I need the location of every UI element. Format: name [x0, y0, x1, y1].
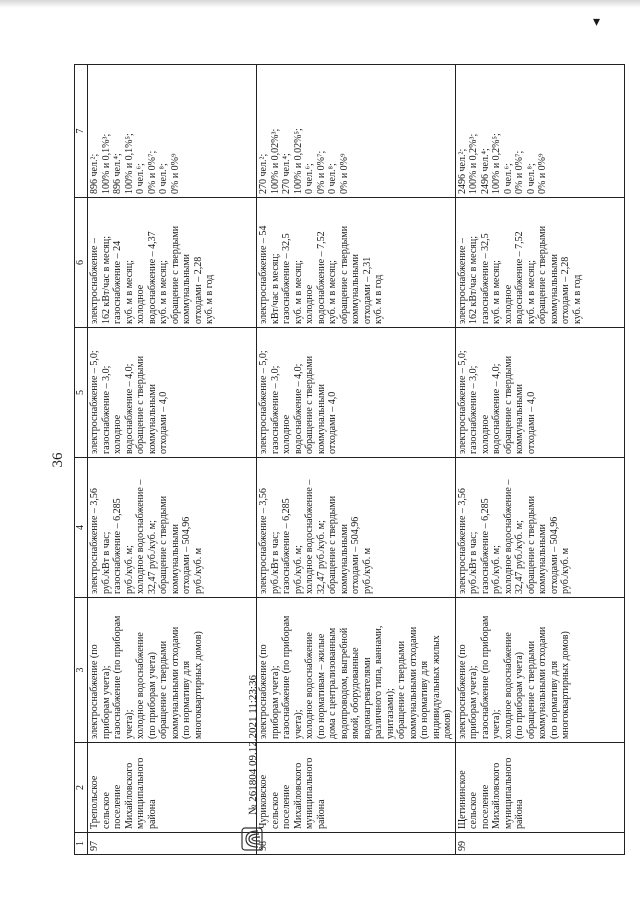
cell-line: (по нормативу для	[181, 660, 192, 739]
cell-line: 0 чел.⁶;	[304, 163, 315, 194]
cell-line: отходами – 504,96	[548, 516, 560, 594]
cell-line: (по приборам учета)	[514, 652, 525, 739]
cell-line: 2496 чел.²;	[456, 148, 468, 194]
cell-line: Михайловского	[491, 762, 502, 829]
cell-line: 0% и 0%⁹	[169, 153, 181, 194]
tariff-table	[74, 64, 625, 855]
cell-line: газоснабжение – 3,0;	[100, 365, 112, 454]
cell-line: холодное водоснабжение	[502, 632, 514, 739]
row-number: 99	[455, 833, 624, 855]
population-cell	[88, 65, 257, 198]
cell-line: приборам учета);	[468, 665, 479, 739]
population-cell	[455, 65, 624, 198]
volumes-cell	[257, 198, 456, 328]
cell-line: приборам учета);	[100, 665, 112, 739]
cell-line: коммунальными отходами	[169, 626, 181, 739]
cell-line: холодное	[502, 284, 514, 324]
cell-line: 0% и 0%⁷;	[514, 150, 525, 194]
cell-line: водоснабжение – 4,37	[146, 231, 158, 324]
cell-line: отходами – 504,96	[181, 516, 192, 594]
cell-line: электроснабжение – 54	[258, 225, 269, 324]
cell-line: газоснабжение (по приборам	[112, 615, 123, 739]
cell-line: коммунальными	[181, 254, 192, 324]
cell-line: домов)	[442, 709, 453, 739]
growth-cell	[257, 328, 456, 458]
cell-line: газоснабжение (по приборам	[479, 615, 491, 739]
scan-edge	[0, 0, 640, 8]
cell-line: газоснабжение – 3,0;	[269, 365, 281, 454]
cell-line: водоснабжение – 7,52	[514, 231, 525, 324]
volumes-cell	[455, 198, 624, 328]
cell-line: куб. м в год	[373, 274, 384, 324]
cell-line: Чуриковское	[258, 774, 269, 829]
services-cell	[257, 598, 456, 743]
cell-line: 100% и 0,2%⁵;	[491, 133, 502, 194]
cell-line: учета);	[292, 709, 304, 739]
cell-line: электроснабжение – 5,0;	[89, 350, 100, 454]
cell-line: 100% и 0,02%³;	[269, 128, 281, 194]
cell-line: коммунальными отходами	[537, 626, 548, 739]
cell-line: коммунальными отходами	[407, 626, 419, 739]
cell-line: муниципального	[502, 757, 514, 829]
header-cell: 1	[75, 833, 88, 855]
cell-line: холодное водоснабжение –	[304, 479, 315, 594]
cell-line: руб./куб. м	[361, 547, 373, 594]
cell-line: обращение с твердыми	[396, 640, 407, 739]
cell-line: холодное	[281, 414, 292, 454]
tariffs-cell	[257, 458, 456, 598]
header-cell: 6	[75, 198, 88, 328]
table-row	[257, 65, 456, 855]
cell-line: 100% и 0,1%³;	[100, 133, 112, 194]
cell-line: района	[514, 799, 525, 829]
cell-line: газоснабжение – 32,5	[479, 233, 491, 324]
cell-line: электроснабжение –	[456, 238, 468, 324]
growth-cell	[88, 328, 257, 458]
cell-line: электроснабжение (по	[89, 644, 100, 739]
cell-line: многоквартирных домов)	[560, 631, 571, 739]
cell-line: электроснабжение – 3,56	[456, 488, 468, 594]
header-cell: 2	[75, 743, 88, 833]
cell-line: обращение с твердыми	[158, 640, 169, 739]
cell-line: учета);	[123, 709, 135, 739]
cell-line: 0 чел.⁸;	[327, 163, 338, 194]
cell-line: газоснабжение – 6,285	[479, 498, 491, 594]
cell-line: 2496 чел.⁴;	[479, 148, 491, 194]
cell-line: 0% и 0%⁹	[338, 153, 350, 194]
cell-line: 896 чел.⁴;	[112, 153, 123, 194]
cell-line: куб. м в год	[204, 274, 215, 324]
cell-line: электроснабжение (по	[258, 644, 269, 739]
cell-line: обращение с твердыми	[537, 225, 548, 324]
header-cell: 4	[75, 458, 88, 598]
cell-line: холодное водоснабжение –	[502, 479, 514, 594]
cell-line: газоснабжение – 6,285	[281, 498, 292, 594]
cell-line: муниципального	[135, 757, 146, 829]
cell-line: газоснабжение – 32,5	[281, 233, 292, 324]
cell-line: куб. м в месяц;	[525, 260, 537, 324]
cell-line: коммунальными	[514, 384, 525, 454]
cell-line: коммунальными	[315, 384, 327, 454]
cell-line: коммунальными	[350, 254, 361, 324]
cell-line: района	[315, 799, 327, 829]
cell-line: водоснабжение – 4,0;	[123, 363, 135, 454]
cell-line: 270 чел.²;	[258, 153, 269, 194]
cell-line: отходами – 2,31	[361, 256, 373, 324]
cell-line: обращение с твердыми	[158, 495, 169, 594]
tariffs-cell	[455, 458, 624, 598]
cell-line: (по нормативам – жилые	[315, 633, 327, 739]
cell-line: холодное	[479, 414, 491, 454]
cell-line: 0% и 0%⁹	[537, 153, 548, 194]
cell-line: холодное водоснабжение	[304, 632, 315, 739]
cell-line: обращение с твердыми	[304, 355, 315, 454]
cell-line: 100% и 0,02%⁵;	[292, 128, 304, 194]
cell-line: Михайловского	[123, 762, 135, 829]
cell-line: 0 чел.⁸;	[525, 163, 537, 194]
cell-line: куб. м в месяц;	[491, 260, 502, 324]
cell-line: электроснабжение – 5,0;	[456, 350, 468, 454]
cell-line: сельское	[269, 792, 281, 829]
cell-line: муниципального	[304, 757, 315, 829]
cell-line: электроснабжение – 5,0;	[258, 350, 269, 454]
cell-line: куб. м в месяц;	[292, 260, 304, 324]
services-cell	[88, 598, 257, 743]
cell-line: 0% и 0%⁷;	[315, 150, 327, 194]
corner-mark: ▾	[592, 15, 600, 30]
tariffs-cell	[88, 458, 257, 598]
cell-line: обращение с твердыми	[169, 225, 181, 324]
cell-line: отходами – 4,0	[327, 391, 338, 454]
cell-line: коммунальными	[338, 524, 350, 594]
cell-line: различного типа, ваннами,	[373, 625, 384, 739]
cell-line: коммунальными	[146, 384, 158, 454]
cell-line: поселение	[112, 784, 123, 829]
cell-line: унитазами);	[384, 688, 396, 739]
cell-line: сельское	[100, 792, 112, 829]
settlement-name	[88, 743, 257, 833]
cell-line: газоснабжение – 3,0;	[468, 365, 479, 454]
cell-line: 0 чел.⁸;	[158, 163, 169, 194]
cell-line: 32,47 руб./куб. м;	[146, 520, 158, 594]
cell-line: электроснабжение – 3,56	[258, 488, 269, 594]
settlement-name	[455, 743, 624, 833]
settlement-name	[257, 743, 456, 833]
volumes-cell	[88, 198, 257, 328]
header-cell: 3	[75, 598, 88, 743]
cell-line: ямой, оборудованные	[350, 647, 361, 739]
cell-line: 0% и 0%⁷;	[146, 150, 158, 194]
cell-line: водопроводом, выгребной	[338, 627, 350, 739]
cell-line: (по нормативу для	[419, 660, 430, 739]
header-row	[75, 65, 88, 855]
cell-line: отходами – 504,96	[350, 516, 361, 594]
cell-line: электроснабжение (по	[456, 644, 468, 739]
cell-line: отходами – 4,0	[525, 391, 537, 454]
cell-line: руб./куб. м;	[123, 545, 135, 594]
cell-line: приборам учета);	[269, 665, 281, 739]
cell-line: 0 чел.⁶;	[502, 163, 514, 194]
cell-line: 100% и 0,1%⁵;	[123, 133, 135, 194]
cell-line: отходами – 2,28	[192, 256, 204, 324]
footer	[238, 65, 272, 855]
cell-line: учета);	[491, 709, 502, 739]
cell-line: коммунальными	[537, 524, 548, 594]
cell-line: обращение с твердыми	[525, 640, 537, 739]
cell-line: холодное водоснабжение	[135, 632, 146, 739]
cell-line: 100% и 0,2%³;	[468, 133, 479, 194]
cell-line: 32,47 руб./куб. м;	[514, 520, 525, 594]
cell-line: водоснабжение – 4,0;	[491, 363, 502, 454]
cell-line: обращение с твердыми	[338, 225, 350, 324]
cell-line: куб. м в месяц;	[327, 260, 338, 324]
cell-line: руб./куб. м;	[491, 545, 502, 594]
cell-line: 896 чел.²;	[89, 153, 100, 194]
cell-line: холодное	[304, 284, 315, 324]
cell-line: руб./куб. м;	[292, 545, 304, 594]
header-cell: 5	[75, 328, 88, 458]
cell-line: 162 кВт/час в месяц;	[468, 236, 479, 324]
cell-line: руб./куб. м	[192, 547, 204, 594]
cell-line: Щетининское	[456, 770, 468, 829]
registration-stamp: № 261804 09.12.2021 11:23:36	[247, 675, 259, 815]
cell-line: кВт/час в месяц;	[269, 253, 281, 324]
cell-line: дома с централизованным	[327, 627, 338, 739]
cell-line: электроснабжение – 3,56	[89, 488, 100, 594]
cell-line: газоснабжение (по приборам	[281, 615, 292, 739]
table-row	[88, 65, 257, 855]
growth-cell	[455, 328, 624, 458]
cell-line: поселение	[479, 784, 491, 829]
cell-line: поселение	[281, 784, 292, 829]
cell-line: газоснабжение – 24	[112, 240, 123, 324]
cell-line: водонагревателями	[361, 657, 373, 739]
cell-line: руб./кВт в час;	[100, 531, 112, 594]
cell-line: куб. м в месяц;	[158, 260, 169, 324]
cell-line: обращение с твердыми	[135, 355, 146, 454]
cell-line: многоквартирных домов)	[192, 631, 204, 739]
cell-line: сельское	[468, 792, 479, 829]
fingerprint-icon	[238, 825, 266, 853]
cell-line: водоснабжение – 7,52	[315, 231, 327, 324]
cell-line: Михайловского	[292, 762, 304, 829]
page-number: 36	[50, 452, 66, 468]
cell-line: Трепольское	[89, 775, 100, 829]
cell-line: района	[146, 799, 158, 829]
cell-line: газоснабжение – 6,285	[112, 498, 123, 594]
cell-line: 162 кВт/час в месяц;	[100, 236, 112, 324]
cell-line: обращение с твердыми	[525, 495, 537, 594]
row-number: 97	[88, 833, 257, 855]
services-cell	[455, 598, 624, 743]
population-cell	[257, 65, 456, 198]
cell-line: холодное	[112, 414, 123, 454]
cell-line: (по нормативу для	[548, 660, 560, 739]
header-cell: 7	[75, 65, 88, 198]
cell-line: 32,47 руб./куб. м;	[315, 520, 327, 594]
table-row	[455, 65, 624, 855]
cell-line: индивидуальных жилых	[430, 635, 442, 739]
cell-line: 0 чел.⁶;	[135, 163, 146, 194]
cell-line: 270 чел.⁴;	[281, 153, 292, 194]
cell-line: коммунальными	[548, 254, 560, 324]
cell-line: электроснабжение –	[89, 238, 100, 324]
cell-line: руб./куб. м	[560, 547, 571, 594]
cell-line: отходами – 4,0	[158, 391, 169, 454]
row-number: 98	[257, 833, 456, 855]
cell-line: куб. м в год	[571, 274, 583, 324]
cell-line: холодное	[135, 284, 146, 324]
cell-line: холодное водоснабжение –	[135, 479, 146, 594]
cell-line: руб./кВт в час;	[468, 531, 479, 594]
cell-line: отходами – 2,28	[560, 256, 571, 324]
cell-line: руб./кВт в час;	[269, 531, 281, 594]
cell-line: куб. м в месяц;	[123, 260, 135, 324]
cell-line: обращение с твердыми	[502, 355, 514, 454]
cell-line: водоснабжение – 4,0;	[292, 363, 304, 454]
cell-line: обращение с твердыми	[327, 495, 338, 594]
cell-line: (по приборам учета)	[146, 652, 158, 739]
cell-line: коммунальными	[169, 524, 181, 594]
